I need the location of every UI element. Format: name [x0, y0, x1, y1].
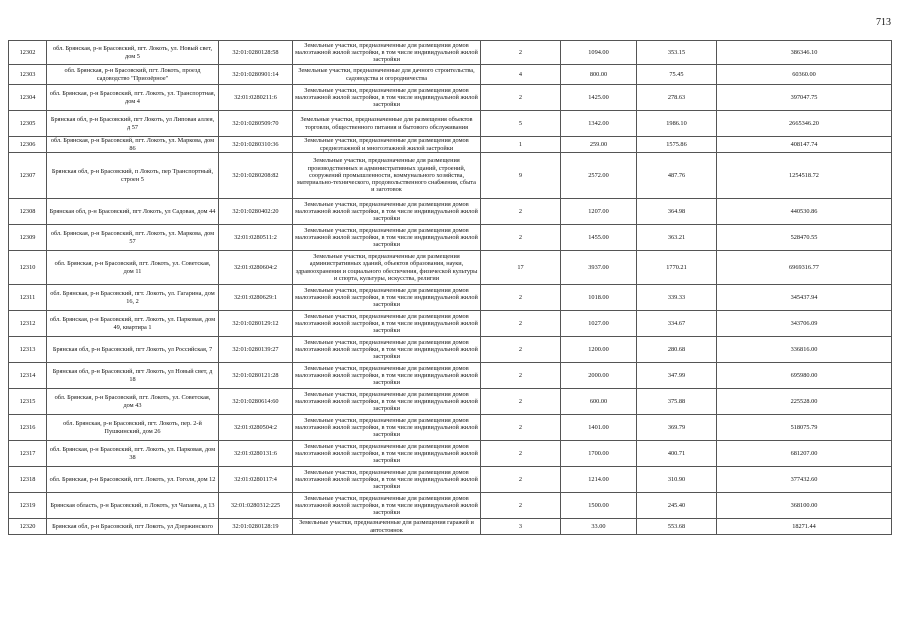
area-cell: 1018.00	[561, 285, 637, 311]
address-cell: обл. Брянская, р-н Брасовский, пгт. Локоть, проезд садоводство "Приозёрное"	[47, 65, 219, 85]
cadastral-value-cell: 408147.74	[717, 137, 892, 153]
table-row	[9, 363, 892, 389]
cadastral-number-cell: 32:01:0280312:225	[219, 493, 293, 519]
address-cell: Брянская обл, р-н Брасовский, пгт Локоть, ул Дзержинского	[47, 519, 219, 535]
cadastral-value-cell: 225528.00	[717, 389, 892, 415]
group-code-cell: 2	[481, 441, 561, 467]
group-code-cell: 2	[481, 363, 561, 389]
area-cell: 1500.00	[561, 493, 637, 519]
area-cell: 1425.00	[561, 85, 637, 111]
area-cell: 3937.00	[561, 251, 637, 285]
cadastral-number-cell: 32:01:0280511:2	[219, 225, 293, 251]
row-number: 12304	[9, 85, 47, 111]
land-use-cell: Земельные участки, предназначенные для размещения административных зданий, объектов образования, науки, здравоохранения и социального обеспечения, физической культуры и спорта, культуры, искусства, религии	[293, 251, 481, 285]
table-body	[9, 41, 892, 535]
specific-value-cell: 339.33	[637, 285, 717, 311]
cadastral-value-cell: 60360.00	[717, 65, 892, 85]
cadastral-value-cell: 6969316.77	[717, 251, 892, 285]
row-number: 12319	[9, 493, 47, 519]
land-use-cell: Земельные участки, предназначенные для размещения домов малоэтажной жилой застройки, в том числе индивидуальной жилой застройки	[293, 41, 481, 65]
land-use-cell: Земельные участки, предназначенные для размещения домов малоэтажной жилой застройки, в том числе индивидуальной жилой застройки	[293, 199, 481, 225]
table-row	[9, 137, 892, 153]
table-row	[9, 225, 892, 251]
group-code-cell: 2	[481, 337, 561, 363]
cadastral-number-cell: 32:01:0280139:27	[219, 337, 293, 363]
cadastral-value-cell: 343706.09	[717, 311, 892, 337]
cadastral-number-cell: 32:01:0280310:36	[219, 137, 293, 153]
group-code-cell: 2	[481, 389, 561, 415]
land-use-cell: Земельные участки, предназначенные для дачного строительства, садоводства и огородничества	[293, 65, 481, 85]
cadastral-value-cell: 397047.75	[717, 85, 892, 111]
address-cell: обл. Брянская, р-н Брасовский, пгт. Локоть, ул. Парковая, дом 38	[47, 441, 219, 467]
land-use-cell: Земельные участки, предназначенные для размещения домов малоэтажной жилой застройки, в том числе индивидуальной жилой застройки	[293, 389, 481, 415]
cadastral-value-cell: 368100.00	[717, 493, 892, 519]
table-row	[9, 311, 892, 337]
row-number: 12310	[9, 251, 47, 285]
row-number: 12315	[9, 389, 47, 415]
land-use-cell: Земельные участки, предназначенные для размещения домов малоэтажной жилой застройки, в том числе индивидуальной жилой застройки	[293, 467, 481, 493]
cadastral-number-cell: 32:01:0280128:58	[219, 41, 293, 65]
table-row	[9, 493, 892, 519]
land-use-cell: Земельные участки, предназначенные для размещения объектов торговли, общественного питания и бытового обслуживания	[293, 111, 481, 137]
land-use-cell: Земельные участки, предназначенные для размещения домов малоэтажной жилой застройки, в том числе индивидуальной жилой застройки	[293, 363, 481, 389]
specific-value-cell: 1575.86	[637, 137, 717, 153]
address-cell: Брянская обл, р-н Брасовский, пгт Локоть, ул Садовая, дом 44	[47, 199, 219, 225]
land-use-cell: Земельные участки, предназначенные для размещения домов малоэтажной жилой застройки, в том числе индивидуальной жилой застройки	[293, 441, 481, 467]
specific-value-cell: 310.90	[637, 467, 717, 493]
group-code-cell: 5	[481, 111, 561, 137]
row-number: 12302	[9, 41, 47, 65]
cadastral-value-cell: 518075.79	[717, 415, 892, 441]
area-cell: 1342.00	[561, 111, 637, 137]
cadastral-number-cell: 32:01:0280402:20	[219, 199, 293, 225]
row-number: 12313	[9, 337, 47, 363]
cadastral-value-cell: 336816.00	[717, 337, 892, 363]
land-use-cell: Земельные участки, предназначенные для размещения домов малоэтажной жилой застройки, в том числе индивидуальной жилой застройки	[293, 415, 481, 441]
area-cell: 33.00	[561, 519, 637, 535]
row-number: 12309	[9, 225, 47, 251]
cadastral-number-cell: 32:01:0280121:28	[219, 363, 293, 389]
page-number: 713	[876, 17, 891, 28]
group-code-cell: 2	[481, 415, 561, 441]
table-row	[9, 65, 892, 85]
address-cell: обл. Брянская, р-н Брасовский, пгт. Локоть, пер. 2-й Пушкинский, дом 26	[47, 415, 219, 441]
cadastral-value-table	[8, 40, 892, 535]
cadastral-value-cell: 1254518.72	[717, 153, 892, 199]
address-cell: Брянская обл, р-н Брасовский, п Локоть, пер Транспортный, строен 5	[47, 153, 219, 199]
specific-value-cell: 245.40	[637, 493, 717, 519]
table-row	[9, 85, 892, 111]
address-cell: обл. Брянская, р-н Брасовский, пгт. Локоть, ул. Парковая, дом 49, квартира 1	[47, 311, 219, 337]
group-code-cell: 2	[481, 285, 561, 311]
table-row	[9, 337, 892, 363]
row-number: 12312	[9, 311, 47, 337]
group-code-cell: 2	[481, 199, 561, 225]
specific-value-cell: 364.98	[637, 199, 717, 225]
specific-value-cell: 75.45	[637, 65, 717, 85]
address-cell: обл. Брянская, р-н Брасовский, пгт. Локоть, ул. Гагарина, дом 16, 2	[47, 285, 219, 311]
specific-value-cell: 1986.10	[637, 111, 717, 137]
address-cell: обл. Брянская, р-н Брасовский, пгт. Локоть, ул. Новый свет, дом 5	[47, 41, 219, 65]
cadastral-number-cell: 32:01:0280117:4	[219, 467, 293, 493]
specific-value-cell: 278.63	[637, 85, 717, 111]
area-cell: 2000.00	[561, 363, 637, 389]
table-row	[9, 153, 892, 199]
cadastral-value-cell: 440530.86	[717, 199, 892, 225]
group-code-cell: 4	[481, 65, 561, 85]
specific-value-cell: 347.99	[637, 363, 717, 389]
area-cell: 1207.00	[561, 199, 637, 225]
cadastral-value-cell: 386346.10	[717, 41, 892, 65]
group-code-cell: 2	[481, 467, 561, 493]
specific-value-cell: 363.21	[637, 225, 717, 251]
group-code-cell: 1	[481, 137, 561, 153]
address-cell: обл. Брянская, р-н Брасовский, пгт. Локоть, ул. Транспортная, дом 4	[47, 85, 219, 111]
row-number: 12306	[9, 137, 47, 153]
area-cell: 1214.00	[561, 467, 637, 493]
row-number: 12320	[9, 519, 47, 535]
land-use-cell: Земельные участки, предназначенные для размещения домов малоэтажной жилой застройки, в том числе индивидуальной жилой застройки	[293, 493, 481, 519]
cadastral-number-cell: 32:01:0280504:2	[219, 415, 293, 441]
group-code-cell: 9	[481, 153, 561, 199]
area-cell: 259.00	[561, 137, 637, 153]
cadastral-number-cell: 32:01:0280211:6	[219, 85, 293, 111]
specific-value-cell: 353.15	[637, 41, 717, 65]
specific-value-cell: 369.79	[637, 415, 717, 441]
land-use-cell: Земельные участки, предназначенные для размещения производственных и административных зданий, строений, сооружений промышленности, коммунального хозяйства, материально-технического, продовольственного снабжения, сбыта и заготовок	[293, 153, 481, 199]
group-code-cell: 2	[481, 225, 561, 251]
group-code-cell: 17	[481, 251, 561, 285]
cadastral-number-cell: 32:01:0280629:1	[219, 285, 293, 311]
row-number: 12314	[9, 363, 47, 389]
table-row	[9, 415, 892, 441]
group-code-cell: 2	[481, 311, 561, 337]
specific-value-cell: 375.88	[637, 389, 717, 415]
cadastral-number-cell: 32:01:0280208:82	[219, 153, 293, 199]
area-cell: 800.00	[561, 65, 637, 85]
address-cell: Брянская обл, р-н Брасовский, пгт Локоть, ул Липовая аллея, д 57	[47, 111, 219, 137]
address-cell: обл. Брянская, р-н Брасовский, пгт. Локоть, ул. Маркова, дом 86	[47, 137, 219, 153]
table-row	[9, 441, 892, 467]
table-row	[9, 389, 892, 415]
cadastral-number-cell: 32:01:0280604:2	[219, 251, 293, 285]
row-number: 12316	[9, 415, 47, 441]
group-code-cell: 2	[481, 41, 561, 65]
row-number: 12303	[9, 65, 47, 85]
area-cell: 1027.00	[561, 311, 637, 337]
row-number: 12307	[9, 153, 47, 199]
group-code-cell: 2	[481, 493, 561, 519]
address-cell: Брянская область, р-н Брасовский, п Локоть, ул Чапаева, д 13	[47, 493, 219, 519]
address-cell: обл. Брянская, р-н Брасовский, пгт. Локоть, ул. Советская, дом 43	[47, 389, 219, 415]
cadastral-number-cell: 32:01:0280131:6	[219, 441, 293, 467]
row-number: 12311	[9, 285, 47, 311]
area-cell: 1700.00	[561, 441, 637, 467]
cadastral-value-cell: 2665346.20	[717, 111, 892, 137]
cadastral-number-cell: 32:01:0280901:14	[219, 65, 293, 85]
table-row	[9, 41, 892, 65]
row-number: 12317	[9, 441, 47, 467]
land-use-cell: Земельные участки, предназначенные для размещения домов малоэтажной жилой застройки, в том числе индивидуальной жилой застройки	[293, 225, 481, 251]
cadastral-value-cell: 377432.60	[717, 467, 892, 493]
address-cell: Брянская обл, р-н Брасовский, пгт Локоть, ул Новый свет, д 18	[47, 363, 219, 389]
address-cell: обл. Брянская, р-н Брасовский, пгт. Локоть, ул. Маркова, дом 57	[47, 225, 219, 251]
cadastral-value-cell: 681207.00	[717, 441, 892, 467]
specific-value-cell: 1770.21	[637, 251, 717, 285]
table-row	[9, 519, 892, 535]
address-cell: обл. Брянская, р-н Брасовский, пгт. Локоть, ул. Советская, дом 11	[47, 251, 219, 285]
specific-value-cell: 553.68	[637, 519, 717, 535]
specific-value-cell: 280.68	[637, 337, 717, 363]
area-cell: 600.00	[561, 389, 637, 415]
land-use-cell: Земельные участки, предназначенные для размещения гаражей и автостоянок	[293, 519, 481, 535]
cadastral-number-cell: 32:01:0280129:12	[219, 311, 293, 337]
table-row	[9, 285, 892, 311]
land-use-cell: Земельные участки, предназначенные для размещения домов малоэтажной жилой застройки, в том числе индивидуальной жилой застройки	[293, 311, 481, 337]
land-use-cell: Земельные участки, предназначенные для размещения домов малоэтажной жилой застройки, в том числе индивидуальной жилой застройки	[293, 337, 481, 363]
group-code-cell: 2	[481, 85, 561, 111]
land-use-cell: Земельные участки, предназначенные для размещения домов среднеэтажной и многоэтажной жилой застройки	[293, 137, 481, 153]
area-cell: 1200.00	[561, 337, 637, 363]
cadastral-number-cell: 32:01:0280128:19	[219, 519, 293, 535]
specific-value-cell: 400.71	[637, 441, 717, 467]
cadastral-value-cell: 528470.55	[717, 225, 892, 251]
specific-value-cell: 487.76	[637, 153, 717, 199]
address-cell: Брянская обл, р-н Брасовский, пгт Локоть, ул Российская, 7	[47, 337, 219, 363]
area-cell: 1094.00	[561, 41, 637, 65]
area-cell: 1455.00	[561, 225, 637, 251]
land-use-cell: Земельные участки, предназначенные для размещения домов малоэтажной жилой застройки, в том числе индивидуальной жилой застройки	[293, 285, 481, 311]
cadastral-number-cell: 32:01:0280509:70	[219, 111, 293, 137]
table-row	[9, 251, 892, 285]
area-cell: 2572.00	[561, 153, 637, 199]
group-code-cell: 3	[481, 519, 561, 535]
cadastral-value-cell: 695980.00	[717, 363, 892, 389]
cadastral-value-cell: 18271.44	[717, 519, 892, 535]
cadastral-number-cell: 32:01:0280614:60	[219, 389, 293, 415]
land-use-cell: Земельные участки, предназначенные для размещения домов малоэтажной жилой застройки, в том числе индивидуальной жилой застройки	[293, 85, 481, 111]
address-cell: обл. Брянская, р-н Брасовский, пгт. Локоть, ул. Гоголя, дом 12	[47, 467, 219, 493]
table-row	[9, 111, 892, 137]
table-row	[9, 467, 892, 493]
cadastral-value-cell: 345437.94	[717, 285, 892, 311]
table-row	[9, 199, 892, 225]
row-number: 12305	[9, 111, 47, 137]
row-number: 12308	[9, 199, 47, 225]
area-cell: 1401.00	[561, 415, 637, 441]
specific-value-cell: 334.67	[637, 311, 717, 337]
row-number: 12318	[9, 467, 47, 493]
